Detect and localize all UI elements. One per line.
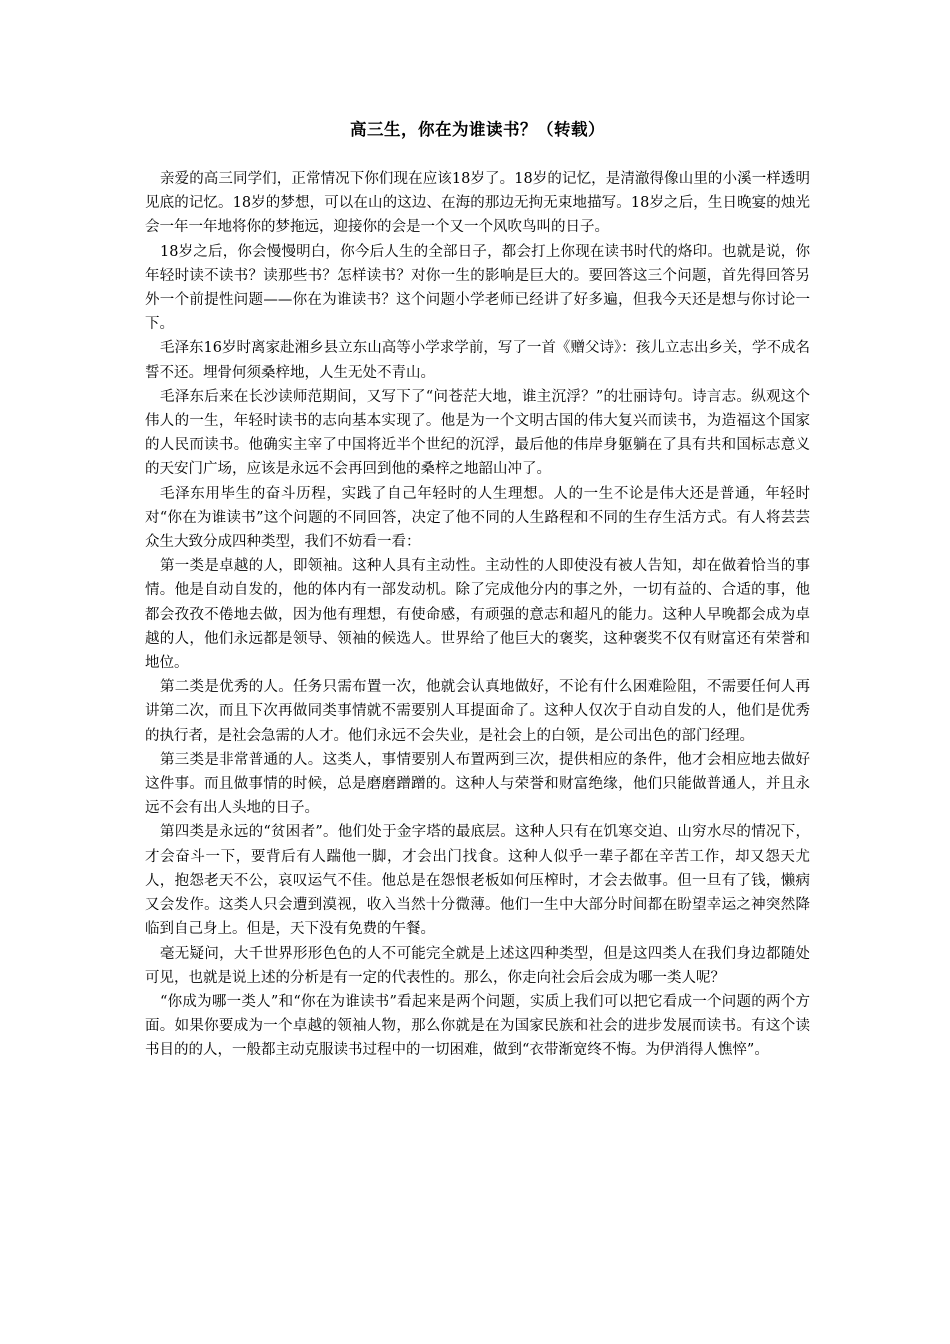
document-title: 高三生，你在为谁读书？（转载） bbox=[350, 120, 605, 139]
paragraph-10: 毫无疑问，大千世界形形色色的人不可能完全就是上述这四种类型，但是这四类人在我们身边都随处可见，也就是说上述的分析是有一定的代表性的。那么，你走向社会后会成为哪一类人呢？ bbox=[145, 945, 810, 986]
paragraph-9: 第四类是永远的“贫困者”。他们处于金字塔的最底层。这种人只有在饥寒交迫、山穷水尽的情况下，才会奋斗一下，要背后有人踹他一脚，才会出门找食。这种人似乎一辈子都在辛苦工作，却又怨天尤人，抱怨老天不公，哀叹运气不佳。他总是在怨恨老板如何压榨时，才会去做事。但一旦有了钱，懒病又会发作。这类人只会遭到漠视，收入当然十分微薄。他们一生中大部分时间都在盼望幸运之神突然降临到自己身上。但是，天下没有免费的午餐。 bbox=[145, 824, 810, 938]
document-page bbox=[145, 118, 810, 1063]
paragraph-6: 第一类是卓越的人，即领袖。这种人具有主动性。主动性的人即使没有被人告知，却在做着恰当的事情。他是自动自发的，他的体内有一部发动机。除了完成他分内的事之外，一切有益的、合适的事，他都会孜孜不倦地去做，因为他有理想，有使命感，有顽强的意志和超凡的能力。这种人早晚都会成为卓越的人，他们永远都是领导、领袖的候选人。世界给了他巨大的褒奖，这种褒奖不仅有财富还有荣誉和地位。 bbox=[145, 558, 810, 672]
paragraph-4: 毛泽东后来在长沙读师范期间，又写下了“问苍茫大地，谁主沉浮？”的壮丽诗句。诗言志。纵观这个伟人的一生，年轻时读书的志向基本实现了。他是为一个文明古国的伟大复兴而读书，为造福这个国家的人民而读书。他确实主宰了中国将近半个世纪的沉浮，最后他的伟岸身躯躺在了具有共和国标志意义的天安门广场，应该是永远不会再回到他的桑梓之地韶山冲了。 bbox=[145, 388, 810, 478]
paragraph-3: 毛泽东16岁时离家赴湘乡县立东山高等小学求学前，写了一首《赠父诗》：孩儿立志出乡关，学不成名誓不还。埋骨何须桑梓地，人生无处不青山。 bbox=[145, 340, 810, 381]
paragraph-7: 第二类是优秀的人。任务只需布置一次，他就会认真地做好，不论有什么困难险阻，不需要任何人再讲第二次，而且下次再做同类事情就不需要别人耳提面命了。这种人仅次于自动自发的人，他们是优秀的执行者，是社会急需的人才。他们永远不会失业，是社会上的白领，是公司出色的部门经理。 bbox=[145, 679, 810, 744]
paragraph-5: 毛泽东用毕生的奋斗历程，实践了自己年轻时的人生理想。人的一生不论是伟大还是普通，年轻时对“你在为谁读书”这个问题的不同回答，决定了他不同的人生路程和不同的生存生活方式。有人将芸芸众生大致分成四种类型，我们不妨看一看： bbox=[145, 485, 810, 551]
paragraph-1: 亲爱的高三同学们，正常情况下你们现在应该18岁了。18岁的记忆，是清澈得像山里的小溪一样透明见底的记忆。18岁的梦想，可以在山的这边、在海的那边无拘无束地描写。18岁之后，生日晚宴的烛光会一年一年地将你的梦拖远，迎接你的会是一个又一个风吹鸟叫的日子。 bbox=[145, 171, 810, 236]
paragraph-2: 18岁之后，你会慢慢明白，你今后人生的全部日子，都会打上你现在读书时代的烙印。也就是说，你年轻时读不读书？读那些书？怎样读书？对你一生的影响是巨大的。要回答这三个问题，首先得回答另外一个前提性问题——你在为谁读书？这个问题小学老师已经讲了好多遍，但我今天还是想与你讨论一下。 bbox=[145, 243, 810, 333]
paragraph-8: 第三类是非常普通的人。这类人，事情要别人布置两到三次，提供相应的条件，他才会相应地去做好这件事。而且做事情的时候，总是磨磨蹭蹭的。这种人与荣誉和财富绝缘，他们只能做普通人，并且永远不会有出人头地的日子。 bbox=[145, 751, 810, 817]
paragraph-11: “你成为哪一类人”和“你在为谁读书”看起来是两个问题，实质上我们可以把它看成一个问题的两个方面。如果你要成为一个卓越的领袖人物，那么你就是在为国家民族和社会的进步发展而读书。有这个读书目的的人，一般都主动克服读书过程中的一切困难，做到“衣带渐宽终不悔。为伊消得人憔悴”。 bbox=[145, 993, 810, 1059]
